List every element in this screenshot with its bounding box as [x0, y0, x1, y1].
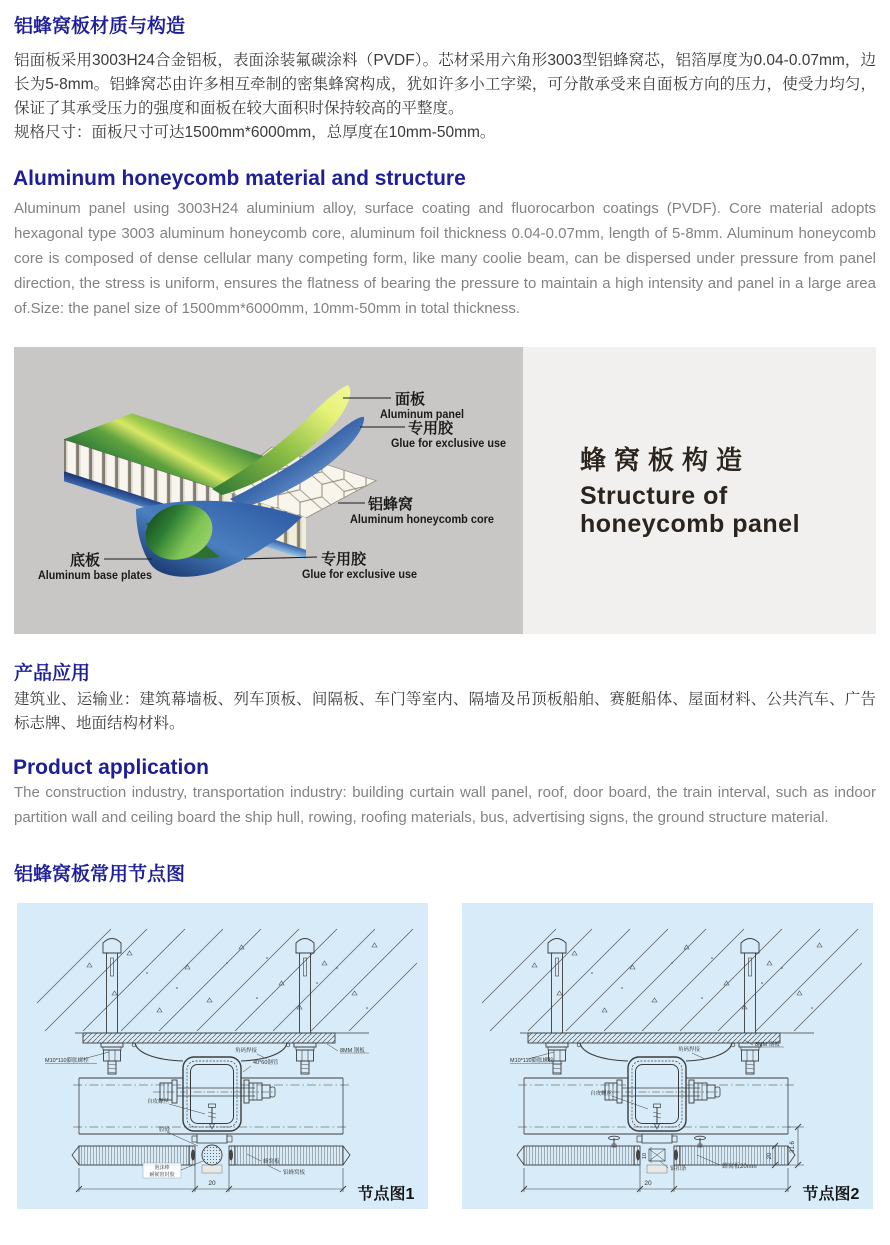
section-title-application-cn: 产品应用 [14, 663, 91, 684]
honeycomb-structure-illustration [14, 347, 523, 634]
node2-label-strip: 铝扣条 [670, 1166, 687, 1172]
label-base-cn: 底板 [70, 552, 101, 569]
node1-label-sealant: 耐候密封胶 [149, 1172, 175, 1178]
node2-dim-316: 31.6 [790, 1141, 796, 1153]
node2-label-screw: 自攻螺丝 [590, 1091, 613, 1097]
section-title-application-en: Product application [13, 756, 210, 779]
node1-label-steel-plate: 8MM 钢板 [340, 1048, 365, 1054]
structure-caption-cn: 蜂窝板构造 [580, 445, 751, 475]
label-glue-bottom-en: Glue for exclusive use [302, 567, 418, 581]
node2-dim-20: 20 [644, 1180, 652, 1187]
section-title-nodes: 铝蜂窝板常用节点图 [14, 864, 186, 885]
node1-label-seam: 胶缝 [159, 1127, 171, 1133]
backer-rod [202, 1145, 222, 1165]
spec-line-cn: 规格尺寸：面板尺寸可达1500mm*6000mm，总厚度在10mm-50mm。 [14, 124, 496, 141]
node-drawing-2 [462, 903, 873, 1209]
structure-figure-panel [14, 347, 523, 634]
node1-caption: 节点图1 [357, 1186, 415, 1203]
node1-label-panel: 蜂窝板 [263, 1159, 280, 1165]
structure-caption-en-2: honeycomb panel [580, 510, 801, 538]
application-paragraph-en: The construction industry, transportation industry: building curtain wall panel, roof, door board, the train interval, such as indoor partition wall and ceiling board the ship hull, rowing, roofing materials, bus, advertising signs, the ground structure material. [14, 784, 876, 826]
section-title-material-cn: 铝蜂窝板材质与构造 [14, 16, 186, 37]
node2-dim-20r: 20 [767, 1152, 773, 1160]
node-drawing-1 [17, 903, 428, 1209]
application-paragraph-cn: 建筑业、运输业：建筑幕墙板、列车顶板、间隔板、车门等室内、隔墙及吊顶板船舶、赛艇船体、屋面材料、公共汽车、广告标志牌、地面结构材料。 [14, 691, 876, 732]
label-glue-bottom-cn: 专用胶 [321, 551, 367, 568]
label-core-en: Aluminum honeycomb core [350, 512, 495, 526]
node1-label-weld: 角码焊接 [235, 1048, 258, 1054]
node2-label-weld: 角码焊接 [678, 1047, 701, 1053]
node2-caption: 节点图2 [802, 1186, 860, 1203]
label-glue-top-cn: 专用胶 [408, 420, 454, 437]
node1-label-steel-tube: 40*60钢管 [253, 1060, 279, 1066]
node1-label-anchor-bolt: M10*110膨胀螺栓 [45, 1058, 89, 1064]
intro-paragraph-cn: 铝面板采用3003H24合金铝板，表面涂装氟碳涂料（PVDF）。芯材采用六角形3003型铝蜂窝芯，铝箔厚度为0.04-0.07mm，边长为5-8mm。铝蜂窝芯由许多相互牵制的密集蜂窝构成，犹如许多小工字梁，可分散承受来自面板方向的压力，使受力均匀，保证了其承受压力的强度和面板在较大面积时保持较高的平整度。 [14, 52, 876, 117]
node1-label-foam-rod: 泡沫棒 [154, 1165, 170, 1171]
label-panel-en: Aluminum panel [380, 407, 464, 421]
node1-dim-20: 20 [208, 1180, 216, 1187]
node1-label-panel2: 铝蜂窝板 [283, 1170, 306, 1176]
node2-label-panel: 蜂窝板20mm [722, 1164, 757, 1170]
label-glue-top-en: Glue for exclusive use [391, 436, 507, 450]
intro-paragraph-en: Aluminum panel using 3003H24 aluminium alloy, surface coating and fluorocarbon coatings (PVDF). Core material adopts hexagonal type 3003 aluminum honeycomb core, aluminum foil thickness 0.04-0.07mm, length of 5-8mm. Aluminum honeycomb core is composed of dense cellular many competing form, like many coolie beam, can be dispersed under pressure from panel direction, the stress is uniform, ensures the flatness of bearing the pressure to maintain a high intensity and panel in a large area of.Size: the panel size of 1500mm*6000mm, 10mm-50mm in total thickness. [14, 200, 876, 317]
label-base-en: Aluminum base plates [38, 568, 153, 582]
section-title-material-en: Aluminum honeycomb material and structure [13, 167, 466, 190]
structure-caption-panel [523, 347, 876, 634]
node2-label-steel-plate: 8MM 钢板 [755, 1042, 780, 1048]
node2-label-anchor-bolt: M10*110膨胀螺栓 [510, 1058, 554, 1064]
structure-caption-en-1: Structure of [580, 482, 728, 510]
label-panel-cn: 面板 [395, 391, 426, 408]
label-core-cn: 铝蜂窝 [368, 496, 414, 513]
node2-dim-10: 10 [642, 1152, 648, 1160]
node1-label-screw: 自攻螺丝 [147, 1099, 170, 1105]
